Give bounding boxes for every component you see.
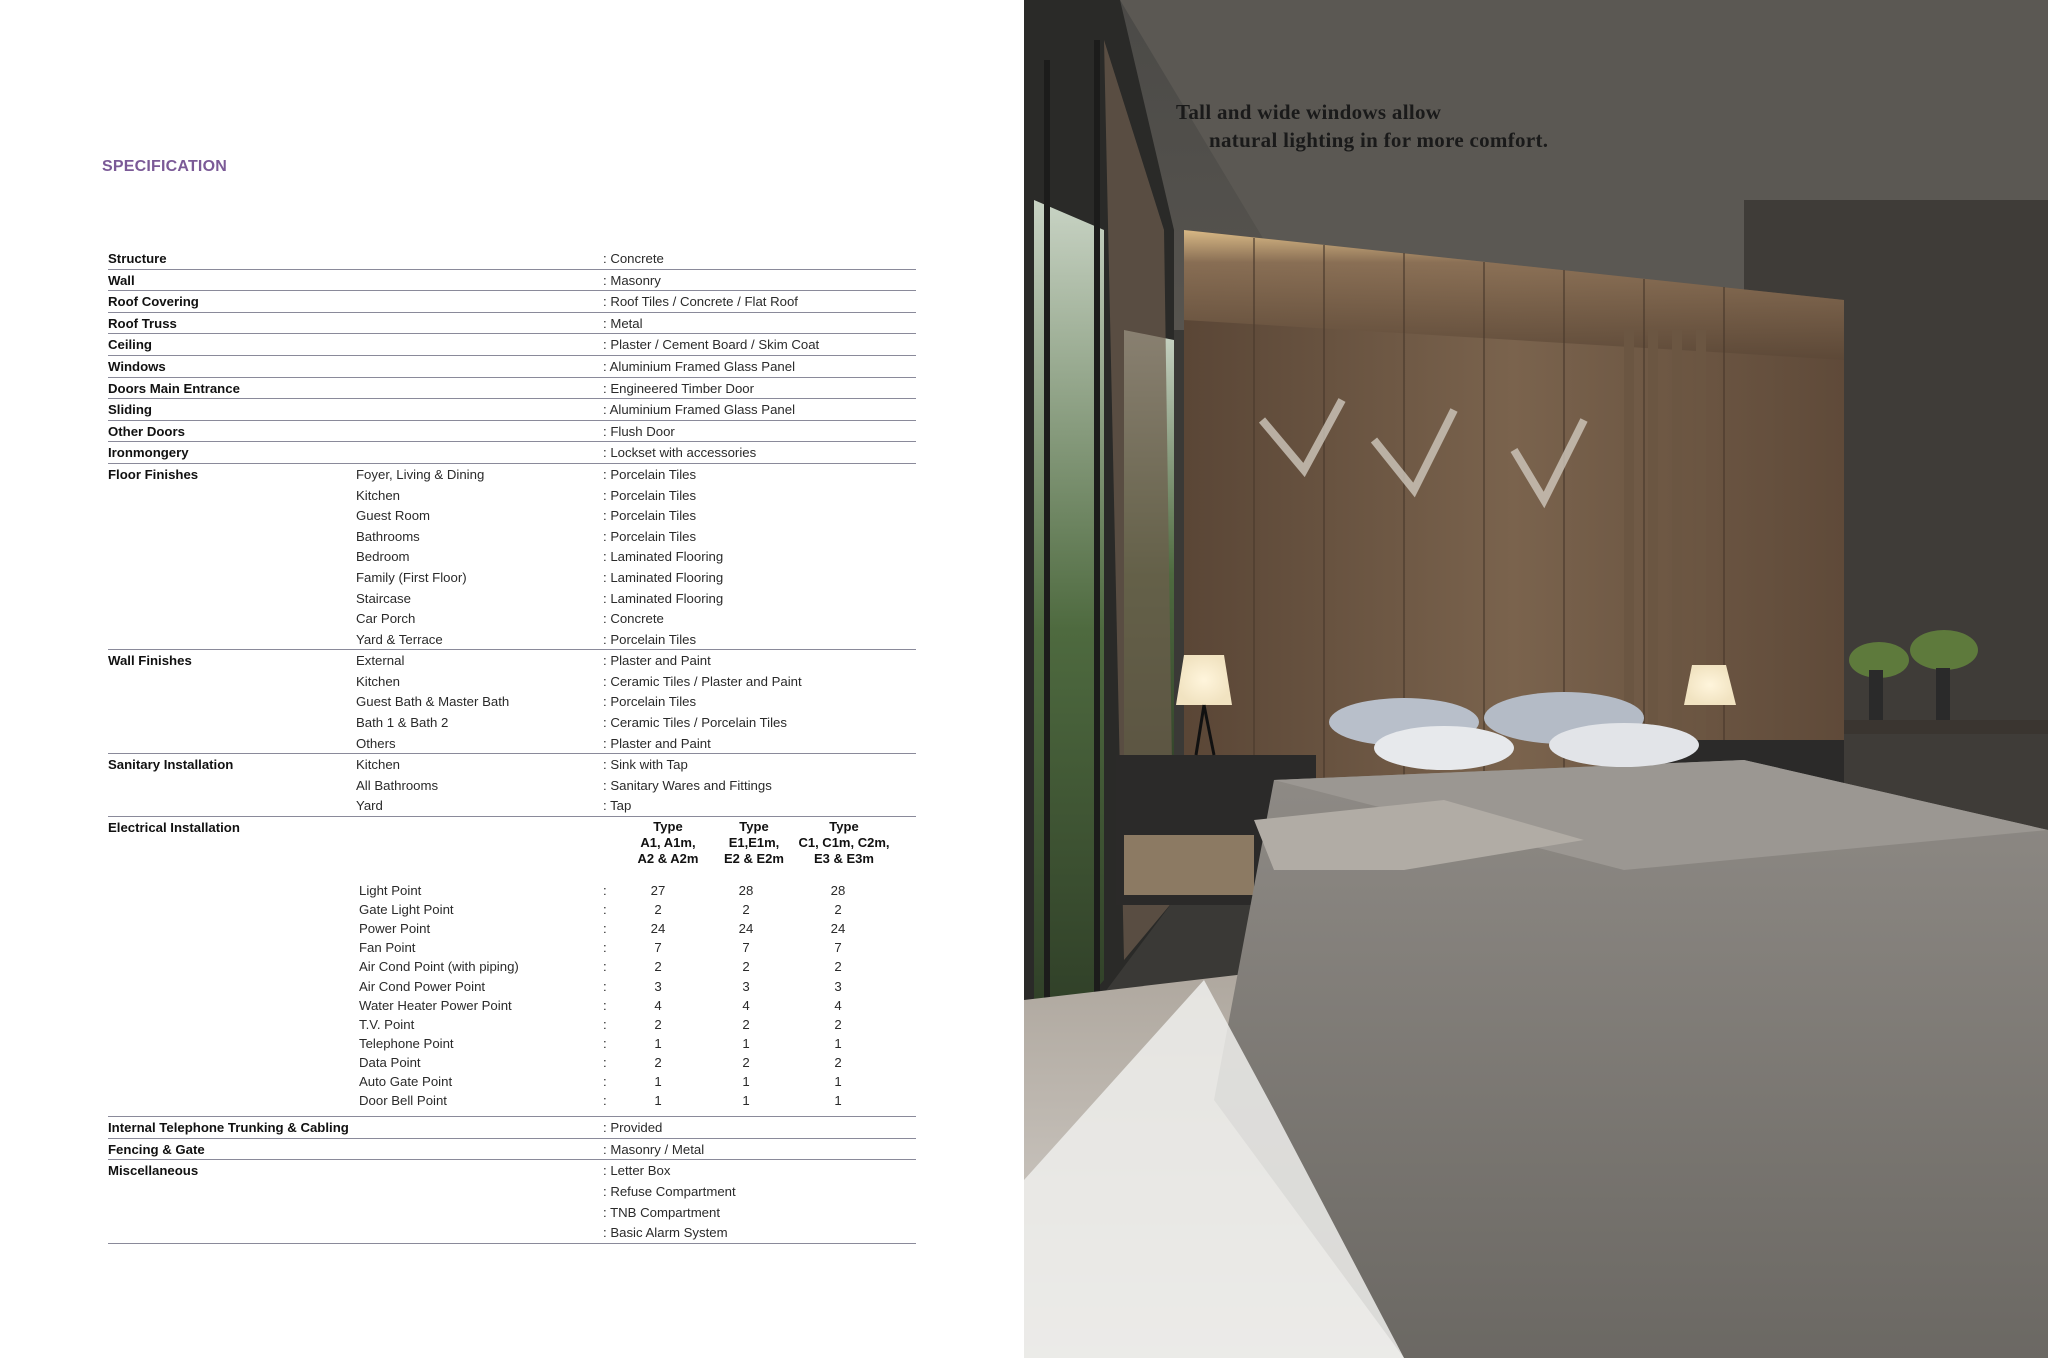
- spec-category: Sanitary Installation: [108, 757, 234, 773]
- spec-row: [108, 629, 916, 650]
- electrical-item: Auto Gate Point: [359, 1073, 453, 1089]
- electrical-row: [108, 1034, 916, 1053]
- spec-subitem: Others: [356, 735, 396, 751]
- electrical-header: [108, 817, 916, 881]
- electrical-row: [108, 881, 916, 900]
- spec-value: : TNB Compartment: [603, 1204, 721, 1220]
- spec-value: : Laminated Flooring: [603, 569, 724, 585]
- electrical-count: 2: [654, 959, 662, 975]
- spec-value: : Porcelain Tiles: [603, 487, 697, 503]
- page-title: SPECIFICATION: [102, 158, 227, 175]
- spec-group: [108, 291, 916, 313]
- electrical-count: 3: [742, 978, 750, 994]
- spec-category: Sliding: [108, 402, 152, 418]
- electrical-row: [108, 1091, 916, 1110]
- spec-row: [108, 270, 916, 291]
- electrical-row: [108, 1053, 916, 1072]
- electrical-colon: :: [603, 1035, 607, 1051]
- electrical-colon: :: [603, 940, 607, 956]
- spec-category: Roof Truss: [108, 315, 177, 331]
- spec-group: [108, 248, 916, 270]
- electrical-colon: :: [603, 1093, 607, 1109]
- spec-group: [108, 356, 916, 378]
- electrical-colon: :: [603, 1016, 607, 1032]
- spec-value: : Ceramic Tiles / Plaster and Paint: [603, 673, 802, 689]
- spec-row: [108, 526, 916, 547]
- spec-row: [108, 1160, 916, 1181]
- spec-row: [108, 442, 916, 463]
- spec-group: [108, 378, 916, 400]
- unit-type-line: Type: [739, 819, 769, 835]
- electrical-item: T.V. Point: [359, 1016, 415, 1032]
- electrical-count: 7: [834, 940, 842, 956]
- electrical-item: Power Point: [359, 921, 431, 937]
- electrical-count: 1: [742, 1035, 750, 1051]
- electrical-item: Gate Light Point: [359, 902, 454, 918]
- unit-type-line: A1, A1m,: [640, 835, 696, 851]
- spec-row: [108, 588, 916, 609]
- spec-group: [108, 399, 916, 421]
- unit-type-line: C1, C1m, C2m,: [798, 835, 890, 851]
- spec-value: : Concrete: [603, 611, 664, 627]
- electrical-row: [108, 1072, 916, 1091]
- spec-group: [108, 650, 916, 754]
- electrical-count: 1: [654, 1093, 662, 1109]
- electrical-count: 2: [834, 1016, 842, 1032]
- electrical-count: 24: [738, 921, 754, 937]
- spec-subitem: External: [356, 653, 405, 669]
- spec-category: Internal Telephone Trunking & Cabling: [108, 1120, 349, 1136]
- spec-row: [108, 421, 916, 442]
- electrical-colon: :: [603, 902, 607, 918]
- electrical-colon: :: [603, 997, 607, 1013]
- spec-row: [108, 313, 916, 334]
- spec-group: [108, 421, 916, 443]
- electrical-count: 24: [830, 921, 846, 937]
- electrical-count: 3: [834, 978, 842, 994]
- spec-subitem: Bathrooms: [356, 528, 420, 544]
- spec-category: Ironmongery: [108, 445, 189, 461]
- electrical-count: 2: [654, 1016, 662, 1032]
- electrical-count: 4: [654, 997, 662, 1013]
- electrical-count: 4: [834, 997, 842, 1013]
- spec-value: : Plaster and Paint: [603, 735, 711, 751]
- electrical-colon: :: [603, 959, 607, 975]
- electrical-item: Air Cond Power Point: [359, 978, 486, 994]
- electrical-item: Door Bell Point: [359, 1093, 447, 1109]
- electrical-colon: :: [603, 883, 607, 899]
- spec-row: [108, 248, 916, 269]
- spec-value: : Aluminium Framed Glass Panel: [603, 358, 796, 374]
- electrical-count: 28: [738, 883, 754, 899]
- bedroom-illustration: [1024, 0, 2048, 1358]
- spec-row: [108, 378, 916, 399]
- electrical-item: Fan Point: [359, 940, 416, 956]
- spec-category: Fencing & Gate: [108, 1141, 205, 1157]
- photo-caption: [1176, 98, 1548, 154]
- spec-value: : Concrete: [603, 251, 664, 266]
- electrical-count: 27: [650, 883, 666, 899]
- electrical-colon: :: [603, 921, 607, 937]
- electrical-installation-group: [108, 817, 916, 1117]
- electrical-row: [108, 996, 916, 1015]
- electrical-row: [108, 977, 916, 996]
- spec-subitem: Family (First Floor): [356, 569, 467, 585]
- spec-row: [108, 795, 916, 816]
- spec-row: [108, 712, 916, 733]
- spec-row: [108, 1222, 916, 1243]
- spec-row: [108, 1139, 916, 1160]
- electrical-count: 2: [834, 1054, 842, 1070]
- electrical-count: 1: [834, 1073, 842, 1089]
- unit-type-line: E2 & E2m: [724, 851, 784, 867]
- spec-group: [108, 464, 916, 650]
- electrical-colon: :: [603, 1073, 607, 1089]
- electrical-count: 2: [834, 959, 842, 975]
- spec-row: [108, 754, 916, 775]
- unit-type-header: [789, 819, 899, 867]
- spec-subitem: Yard & Terrace: [356, 631, 443, 647]
- spec-subitem: Car Porch: [356, 611, 416, 627]
- spec-value: : Ceramic Tiles / Porcelain Tiles: [603, 715, 787, 731]
- spec-value: : Porcelain Tiles: [603, 508, 697, 524]
- spec-row: [108, 464, 916, 485]
- unit-type-line: A2 & A2m: [637, 851, 699, 867]
- spec-value: : Masonry: [603, 272, 661, 288]
- spec-group: [108, 442, 916, 464]
- spec-subitem: Kitchen: [356, 757, 400, 773]
- spec-subitem: Staircase: [356, 590, 411, 606]
- electrical-count: 1: [654, 1073, 662, 1089]
- spec-value: : Porcelain Tiles: [603, 631, 697, 647]
- spec-subitem: Yard: [356, 798, 383, 814]
- spec-subitem: Bath 1 & Bath 2: [356, 715, 449, 731]
- electrical-count: 1: [742, 1093, 750, 1109]
- spec-value: : Flush Door: [603, 423, 675, 439]
- spec-group: [108, 1139, 916, 1161]
- spec-subitem: Guest Bath & Master Bath: [356, 694, 510, 710]
- caption-line-1: Tall and wide windows allow: [1176, 100, 1442, 124]
- spec-group: [108, 754, 916, 817]
- spec-value: : Engineered Timber Door: [603, 380, 754, 396]
- spec-category: Ceiling: [108, 337, 152, 353]
- spec-group: [108, 313, 916, 335]
- spec-subitem: Bedroom: [356, 549, 410, 565]
- electrical-count: 7: [742, 940, 750, 956]
- spec-value: : Laminated Flooring: [603, 590, 724, 606]
- spec-row: [108, 334, 916, 355]
- spec-row: [108, 671, 916, 692]
- electrical-row: [108, 900, 916, 919]
- spec-value: : Metal: [603, 315, 643, 331]
- unit-type-line: Type: [653, 819, 683, 835]
- spec-row: [108, 733, 916, 754]
- spec-row: [108, 775, 916, 796]
- electrical-item: Data Point: [359, 1054, 421, 1070]
- spec-row: [108, 505, 916, 526]
- spec-value: : Aluminium Framed Glass Panel: [603, 402, 796, 418]
- electrical-count: 3: [654, 978, 662, 994]
- electrical-count: 2: [742, 1054, 750, 1070]
- spec-category: Floor Finishes: [108, 466, 199, 482]
- spec-row: [108, 650, 916, 671]
- electrical-count: 2: [654, 902, 662, 918]
- spec-value: : Masonry / Metal: [603, 1141, 705, 1157]
- electrical-count: 24: [650, 921, 666, 937]
- spec-row: [108, 608, 916, 629]
- spec-value: : Porcelain Tiles: [603, 466, 697, 482]
- unit-type-line: E1,E1m,: [728, 835, 780, 851]
- spec-value: : Lockset with accessories: [603, 445, 757, 461]
- spec-subitem: Kitchen: [356, 487, 400, 503]
- electrical-count: 2: [742, 902, 750, 918]
- spec-row: [108, 291, 916, 312]
- spec-value: : Tap: [603, 798, 632, 814]
- spec-row: [108, 691, 916, 712]
- spec-row: [108, 567, 916, 588]
- electrical-count: 7: [654, 940, 662, 956]
- spec-value: : Laminated Flooring: [603, 549, 724, 565]
- spec-category: Structure: [108, 251, 167, 266]
- spec-value: : Basic Alarm System: [603, 1225, 728, 1241]
- electrical-count: 1: [834, 1093, 842, 1109]
- unit-type-line: E3 & E3m: [814, 851, 874, 867]
- electrical-count: 2: [742, 1016, 750, 1032]
- electrical-count: 2: [654, 1054, 662, 1070]
- electrical-count: 2: [742, 959, 750, 975]
- electrical-row: [108, 919, 916, 938]
- spec-row: [108, 356, 916, 377]
- spec-value: : Plaster / Cement Board / Skim Coat: [603, 337, 820, 353]
- spec-subitem: Kitchen: [356, 673, 400, 689]
- electrical-count: 2: [834, 902, 842, 918]
- spec-row: [108, 1202, 916, 1223]
- spec-value: : Sanitary Wares and Fittings: [603, 777, 772, 793]
- spec-category: Wall Finishes: [108, 653, 192, 669]
- electrical-count: 4: [742, 997, 750, 1013]
- electrical-count: 1: [834, 1035, 842, 1051]
- spec-group: [108, 1117, 916, 1139]
- spec-category: Miscellaneous: [108, 1163, 199, 1179]
- electrical-row: [108, 1015, 916, 1034]
- spec-subitem: Foyer, Living & Dining: [356, 466, 485, 482]
- spec-group: [108, 1160, 916, 1243]
- electrical-colon: :: [603, 978, 607, 994]
- specification-table: [108, 248, 916, 1244]
- spec-row: [108, 546, 916, 567]
- electrical-item: Telephone Point: [359, 1035, 454, 1051]
- spec-value: : Porcelain Tiles: [603, 694, 697, 710]
- electrical-row: [108, 938, 916, 957]
- spec-value: : Letter Box: [603, 1163, 671, 1179]
- electrical-item: Water Heater Power Point: [359, 997, 512, 1013]
- spec-row: [108, 1117, 916, 1138]
- spec-subitem: All Bathrooms: [356, 777, 439, 793]
- electrical-item: Air Cond Point (with piping): [359, 959, 519, 975]
- electrical-item: Light Point: [359, 883, 422, 899]
- spec-category: Windows: [108, 358, 166, 374]
- spec-category: Doors Main Entrance: [108, 380, 240, 396]
- spec-value: : Roof Tiles / Concrete / Flat Roof: [603, 294, 798, 310]
- spec-category: Roof Covering: [108, 294, 199, 310]
- spec-value: : Plaster and Paint: [603, 653, 711, 669]
- electrical-colon: :: [603, 1054, 607, 1070]
- unit-type-line: Type: [829, 819, 859, 835]
- spec-row: [108, 1181, 916, 1202]
- spec-row: [108, 399, 916, 420]
- spec-category: Electrical Installation: [108, 820, 240, 836]
- electrical-count: 28: [830, 883, 846, 899]
- spec-value: : Provided: [603, 1120, 663, 1136]
- spec-value: : Refuse Compartment: [603, 1183, 736, 1199]
- spec-subitem: Guest Room: [356, 508, 431, 524]
- spec-category: Other Doors: [108, 423, 185, 439]
- spec-group: [108, 334, 916, 356]
- electrical-count: 1: [742, 1073, 750, 1089]
- spec-row: [108, 485, 916, 506]
- spec-category: Wall: [108, 272, 135, 288]
- spec-value: : Sink with Tap: [603, 757, 688, 773]
- electrical-row: [108, 957, 916, 976]
- caption-line-2: natural lighting in for more comfort.: [1209, 128, 1549, 152]
- spec-value: : Porcelain Tiles: [603, 528, 697, 544]
- bedroom-photo: [1024, 0, 2048, 1358]
- spec-group: [108, 270, 916, 292]
- electrical-count: 1: [654, 1035, 662, 1051]
